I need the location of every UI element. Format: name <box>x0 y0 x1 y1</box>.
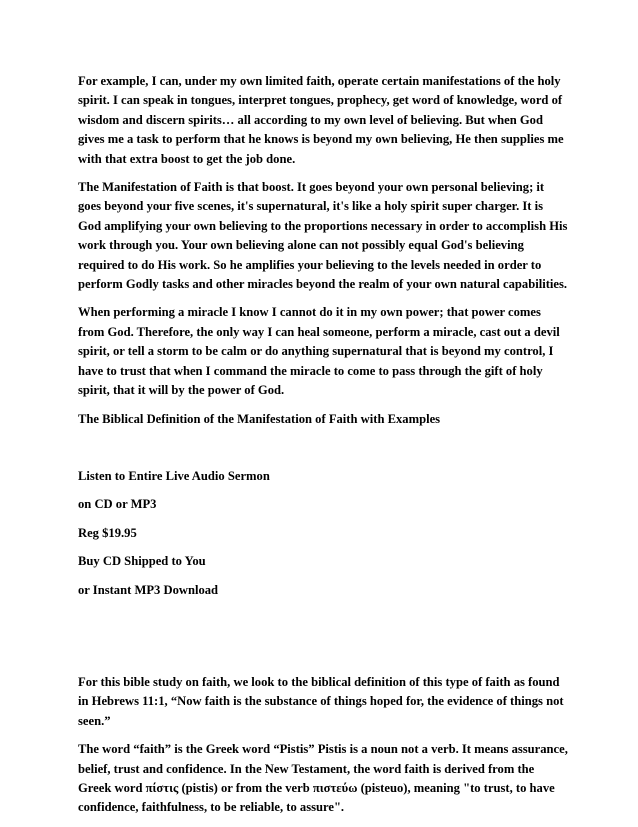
text-line: seen.” <box>78 713 111 728</box>
promo-format <box>78 495 564 514</box>
promo-text: on CD or MP3 <box>78 497 157 512</box>
text-line: belief, trust and confidence. In the New Testament, the word faith is derived from the <box>78 761 535 776</box>
promo-price <box>78 524 564 543</box>
promo-text: Reg $19.95 <box>78 525 137 540</box>
text-line: For example, I can, under my own limited faith, operate certain manifestations of the holy <box>78 74 561 88</box>
text-line: required to do His work. So he amplifies your believing to the levels needed in order to <box>78 257 542 272</box>
text-line: confidence, faithfulness, to be reliable, to assure". <box>78 800 345 815</box>
text-line: spirit. I can speak in tongues, interpret tongues, prophecy, get word of knowledge, word of <box>78 93 563 108</box>
paragraph-hebrews-definition <box>78 673 564 731</box>
text-line: gives me a task to perform that he knows is beyond my own believing, He then supplies me <box>78 132 564 147</box>
text-line: spirit, or tell a storm to be calm or do anything supernatural that is beyond my control, I <box>78 344 554 359</box>
promo-text: Listen to Entire Live Audio Sermon <box>78 468 270 483</box>
text-line: wisdom and discern spirits… all according to my own level of believing. But when God <box>78 112 543 127</box>
promo-text: or Instant MP3 Download <box>78 582 219 597</box>
promo-buy-cd <box>78 552 564 571</box>
paragraph-manifestation-boost <box>78 178 568 294</box>
text-line: goes beyond your five scenes, it's supernatural, it's like a holy spirit super charger. It is <box>78 199 544 214</box>
paragraph-performing-miracle <box>78 303 564 400</box>
text-line: have to trust that when I command the miracle to come to pass through the gift of holy <box>78 363 543 378</box>
text-line: work through you. Your own believing alone can not possibly equal God's believing <box>78 238 524 253</box>
text-line: Greek word πίστις (pistis) or from the verb πιστεύω (pisteuo), meaning "to trust, to have <box>78 780 555 795</box>
text-line: with that extra boost to get the job done. <box>78 151 296 166</box>
promo-listen <box>78 467 564 486</box>
text-line: God amplifying your own believing to the proportions necessary in order to accomplish His <box>78 218 568 233</box>
document-page <box>78 72 568 827</box>
spacer <box>78 438 564 467</box>
paragraph-greek-word <box>78 740 568 818</box>
text-line: When performing a miracle I know I cannot do it in my own power; that power comes <box>78 305 541 320</box>
section-heading <box>78 410 564 429</box>
text-line: perform Godly tasks and other miracles beyond the realm of your own natural capabilities. <box>78 277 568 292</box>
spacer <box>78 609 564 673</box>
promo-download <box>78 581 564 600</box>
text-line: The word “faith” is the Greek word “Pistis” Pistis is a noun not a verb. It means assurance, <box>78 742 568 757</box>
text-line: in Hebrews 11:1, “Now faith is the substance of things hoped for, the evidence of things not <box>78 694 564 709</box>
paragraph-personal-faith <box>78 72 564 169</box>
promo-text: Buy CD Shipped to You <box>78 554 206 569</box>
text-line: from God. Therefore, the only way I can heal someone, perform a miracle, cast out a devil <box>78 324 560 339</box>
heading-text: The Biblical Definition of the Manifestation of Faith with Examples <box>78 411 441 426</box>
text-line: spirit, that it will by the power of God. <box>78 383 285 398</box>
text-line: The Manifestation of Faith is that boost. It goes beyond your own personal believing; it <box>78 180 545 195</box>
text-line: For this bible study on faith, we look to the biblical definition of this type of faith as found <box>78 674 560 689</box>
